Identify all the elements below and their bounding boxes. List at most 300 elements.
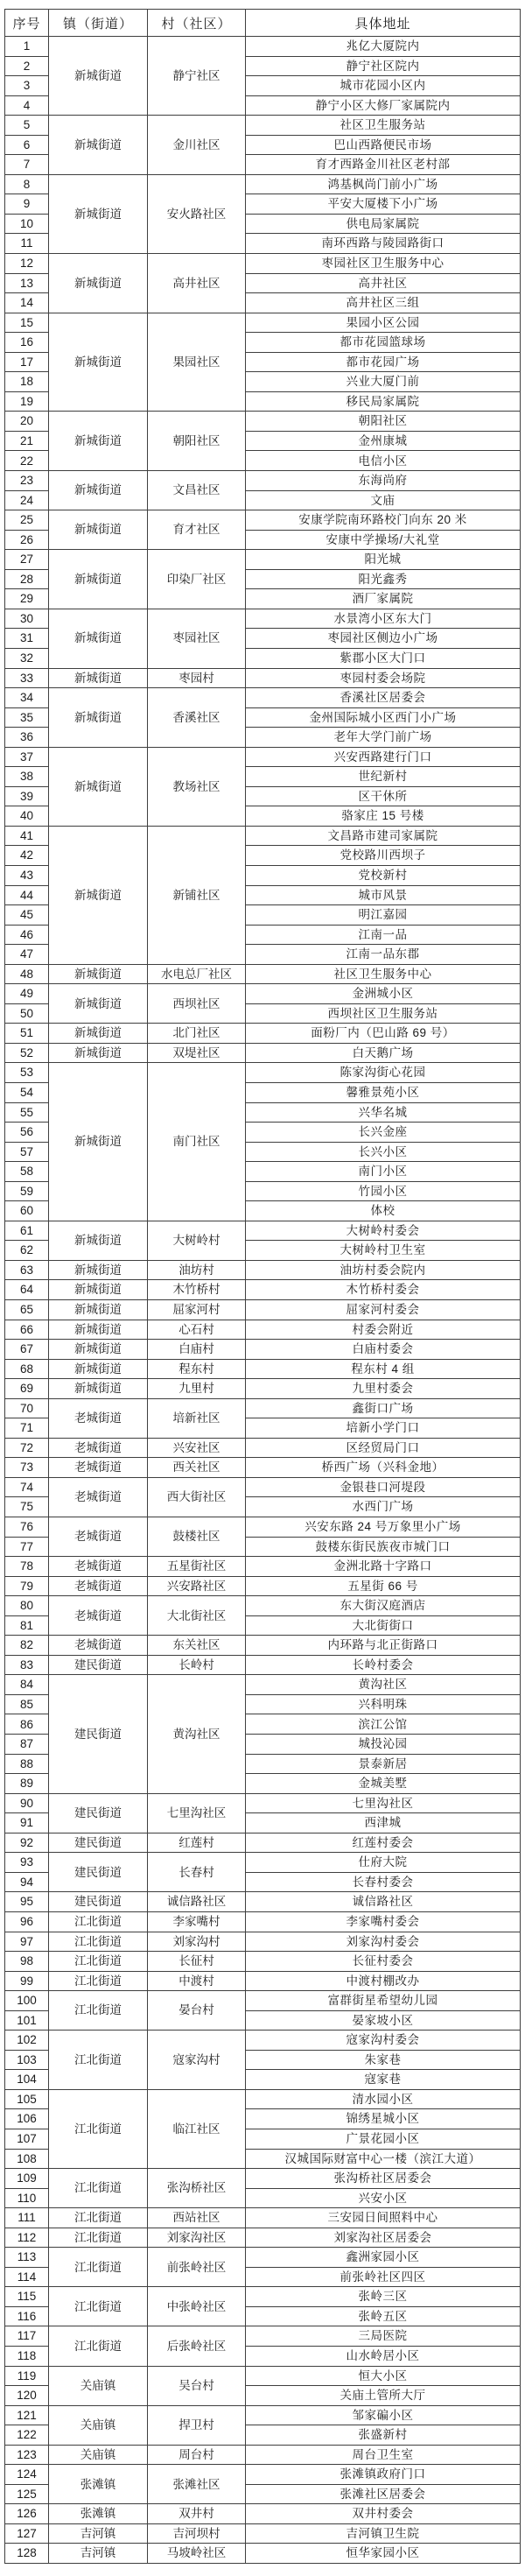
village-cell: 李家嘴村 — [148, 1911, 246, 1932]
village-cell: 新铺社区 — [148, 826, 246, 964]
address-cell: 明江嘉园 — [246, 905, 521, 926]
index-cell: 33 — [5, 668, 49, 688]
index-cell: 42 — [5, 846, 49, 866]
street-cell: 吉河镇 — [49, 2523, 148, 2544]
address-cell: 三局医院 — [246, 2326, 521, 2347]
table-row — [5, 1359, 521, 1379]
index-cell: 101 — [5, 2010, 49, 2031]
street-cell: 老城街道 — [49, 1636, 148, 1656]
address-cell: 东大街汉庭酒店 — [246, 1596, 521, 1616]
address-cell: 富群街星希望幼儿园 — [246, 1991, 521, 2011]
table-row — [5, 1932, 521, 1952]
street-cell: 新城街道 — [49, 826, 148, 964]
index-cell: 5 — [5, 116, 49, 136]
address-cell: 安康学院南环路校门向东 20 米 — [246, 510, 521, 531]
address-cell: 双井村委会 — [246, 2504, 521, 2524]
street-cell: 江北街道 — [49, 2228, 148, 2248]
address-cell: 张滩社区居委会 — [246, 2484, 521, 2504]
address-cell: 都市花园篮球场 — [246, 333, 521, 353]
table-row — [5, 964, 521, 984]
index-cell: 74 — [5, 1477, 49, 1497]
address-cell: 电信小区 — [246, 451, 521, 471]
table-row — [5, 1675, 521, 1695]
address-cell: 金洲城小区 — [246, 984, 521, 1004]
table-row — [5, 1458, 521, 1478]
street-cell: 老城街道 — [49, 1576, 148, 1596]
index-cell: 125 — [5, 2484, 49, 2504]
village-cell: 长春村 — [148, 1853, 246, 1892]
address-cell: 锦绣星城小区 — [246, 2109, 521, 2129]
village-cell: 西关社区 — [148, 1458, 246, 1478]
index-cell: 107 — [5, 2129, 49, 2149]
street-cell: 老城街道 — [49, 1438, 148, 1458]
village-cell: 枣园社区 — [148, 609, 246, 668]
index-cell: 80 — [5, 1596, 49, 1616]
address-cell: 兴安东路 24 号万象里小广场 — [246, 1517, 521, 1538]
index-cell: 77 — [5, 1537, 49, 1557]
address-cell: 酒厂家属院 — [246, 589, 521, 609]
address-cell: 恒华家园小区 — [246, 2544, 521, 2564]
village-cell: 朝阳社区 — [148, 412, 246, 471]
table-row — [5, 668, 521, 688]
address-cell: 文昌路市建司家属院 — [246, 826, 521, 846]
index-cell: 27 — [5, 550, 49, 570]
table-row — [5, 1636, 521, 1656]
address-cell: 景泰新居 — [246, 1754, 521, 1774]
street-cell: 吉河镇 — [49, 2544, 148, 2564]
village-cell: 五星街社区 — [148, 1557, 246, 1577]
address-cell: 培新小学门口 — [246, 1418, 521, 1439]
street-cell: 江北街道 — [49, 1911, 148, 1932]
street-cell: 江北街道 — [49, 2089, 148, 2168]
address-cell: 香溪社区居委会 — [246, 688, 521, 708]
address-cell: 阳光城 — [246, 550, 521, 570]
address-cell: 寇家巷 — [246, 2070, 521, 2090]
village-cell: 诚信路社区 — [148, 1892, 246, 1912]
table-row — [5, 412, 521, 432]
address-cell: 周台卫生室 — [246, 2445, 521, 2465]
address-cell: 安康中学操场/大礼堂 — [246, 530, 521, 550]
col-header-village: 村（社区） — [148, 10, 246, 37]
index-cell: 111 — [5, 2208, 49, 2228]
address-cell: 滨江公馆 — [246, 1714, 521, 1735]
village-cell: 高井社区 — [148, 254, 246, 313]
index-cell: 92 — [5, 1833, 49, 1853]
index-cell: 34 — [5, 688, 49, 708]
address-cell: 关庙土管所大厅 — [246, 2386, 521, 2406]
table-row — [5, 984, 521, 1004]
table-row — [5, 2405, 521, 2425]
address-cell: 城市风景 — [246, 885, 521, 905]
index-cell: 60 — [5, 1201, 49, 1221]
index-cell: 22 — [5, 451, 49, 471]
table-row — [5, 2504, 521, 2524]
index-cell: 69 — [5, 1379, 49, 1399]
village-cell: 果园社区 — [148, 313, 246, 412]
address-cell: 紫郡小区大门口 — [246, 648, 521, 668]
address-cell: 水景湾小区东大门 — [246, 609, 521, 629]
village-cell: 南门社区 — [148, 1063, 246, 1221]
street-cell: 关庙镇 — [49, 2366, 148, 2405]
address-cell: 枣园社区卫生服务中心 — [246, 254, 521, 274]
street-cell: 江北街道 — [49, 2031, 148, 2090]
address-cell: 金州国际城小区西门小广场 — [246, 707, 521, 728]
table-row — [5, 254, 521, 274]
street-cell: 新城街道 — [49, 254, 148, 313]
index-cell: 36 — [5, 728, 49, 748]
index-cell: 121 — [5, 2405, 49, 2425]
street-cell: 江北街道 — [49, 2287, 148, 2326]
index-cell: 28 — [5, 569, 49, 589]
index-cell: 68 — [5, 1359, 49, 1379]
address-cell: 晏家坡小区 — [246, 2010, 521, 2031]
address-cell: 金州康城 — [246, 431, 521, 451]
address-cell: 鼓楼东街民族夜市城门口 — [246, 1537, 521, 1557]
index-cell: 104 — [5, 2070, 49, 2090]
index-cell: 38 — [5, 767, 49, 787]
address-cell: 鸿基枫尚门前小广场 — [246, 174, 521, 194]
village-cell: 水电总厂社区 — [148, 964, 246, 984]
index-cell: 31 — [5, 629, 49, 649]
index-cell: 13 — [5, 273, 49, 293]
address-cell: 黄沟社区 — [246, 1675, 521, 1695]
street-cell: 江北街道 — [49, 2169, 148, 2208]
village-cell: 培新社区 — [148, 1398, 246, 1438]
index-cell: 88 — [5, 1754, 49, 1774]
address-cell: 高井社区三组 — [246, 293, 521, 313]
table-row — [5, 1063, 521, 1083]
street-cell: 新城街道 — [49, 1221, 148, 1260]
table-row — [5, 2031, 521, 2051]
address-cell: 果园小区公园 — [246, 313, 521, 333]
address-cell: 静宁小区大修厂家属院内 — [246, 95, 521, 116]
address-cell: 木竹桥村委会 — [246, 1280, 521, 1300]
address-cell: 南环西路与陵园路街口 — [246, 234, 521, 254]
street-cell: 江北街道 — [49, 1971, 148, 1991]
street-cell: 新城街道 — [49, 1260, 148, 1280]
index-cell: 90 — [5, 1793, 49, 1813]
village-cell: 大北街社区 — [148, 1596, 246, 1636]
address-cell: 大树岭村委会 — [246, 1221, 521, 1241]
village-cell: 白庙村 — [148, 1340, 246, 1360]
address-cell: 城市花园小区内 — [246, 76, 521, 96]
index-cell: 53 — [5, 1063, 49, 1083]
village-cell: 东关社区 — [148, 1636, 246, 1656]
index-cell: 24 — [5, 490, 49, 510]
address-cell: 张沟桥社区居委会 — [246, 2169, 521, 2189]
index-cell: 49 — [5, 984, 49, 1004]
street-cell: 新城街道 — [49, 471, 148, 510]
village-cell: 屈家河村 — [148, 1300, 246, 1320]
address-cell: 桥西广场（兴科金地） — [246, 1458, 521, 1478]
table-row — [5, 2523, 521, 2544]
village-cell: 九里村 — [148, 1379, 246, 1399]
table-row — [5, 1971, 521, 1991]
village-cell: 长征村 — [148, 1952, 246, 1972]
index-cell: 122 — [5, 2425, 49, 2446]
address-cell: 村委会附近 — [246, 1320, 521, 1340]
table-row — [5, 2465, 521, 2485]
index-cell: 45 — [5, 905, 49, 926]
street-cell: 建民街道 — [49, 1793, 148, 1833]
index-cell: 25 — [5, 510, 49, 531]
address-cell: 江南一品 — [246, 925, 521, 945]
village-cell: 北门社区 — [148, 1024, 246, 1044]
index-cell: 17 — [5, 352, 49, 372]
address-cell: 金洲北路十字路口 — [246, 1557, 521, 1577]
index-cell: 117 — [5, 2326, 49, 2347]
address-cell: 南门小区 — [246, 1162, 521, 1182]
table-row — [5, 1280, 521, 1300]
address-cell: 长春村委会 — [246, 1872, 521, 1892]
address-cell: 社区卫生服务站 — [246, 116, 521, 136]
street-cell: 江北街道 — [49, 1952, 148, 1972]
address-cell: 骆家庄 15 号楼 — [246, 806, 521, 827]
address-cell: 金银巷口河堤段 — [246, 1477, 521, 1497]
street-cell: 新城街道 — [49, 412, 148, 471]
table-row — [5, 510, 521, 531]
table-row — [5, 1477, 521, 1497]
address-cell: 党校路川西坝子 — [246, 846, 521, 866]
address-cell: 静宁社区院内 — [246, 56, 521, 76]
street-cell: 老城街道 — [49, 1398, 148, 1438]
index-cell: 119 — [5, 2366, 49, 2386]
index-cell: 41 — [5, 826, 49, 846]
address-cell: 区经贸局门口 — [246, 1438, 521, 1458]
col-header-index: 序号 — [5, 10, 49, 37]
index-cell: 44 — [5, 885, 49, 905]
index-cell: 123 — [5, 2445, 49, 2465]
village-cell: 长岭村 — [148, 1655, 246, 1675]
index-cell: 50 — [5, 1003, 49, 1024]
street-cell: 江北街道 — [49, 2326, 148, 2366]
village-cell: 七里沟社区 — [148, 1793, 246, 1833]
street-cell: 新城街道 — [49, 37, 148, 116]
village-cell: 木竹桥村 — [148, 1280, 246, 1300]
address-cell: 阳光鑫秀 — [246, 569, 521, 589]
table-row — [5, 688, 521, 708]
village-cell: 双堤社区 — [148, 1043, 246, 1063]
table-row — [5, 1911, 521, 1932]
address-cell: 世纪新村 — [246, 767, 521, 787]
village-cell: 香溪社区 — [148, 688, 246, 748]
index-cell: 15 — [5, 313, 49, 333]
street-cell: 新城街道 — [49, 550, 148, 609]
address-cell: 张盛新村 — [246, 2425, 521, 2446]
index-cell: 85 — [5, 1694, 49, 1714]
index-cell: 75 — [5, 1497, 49, 1517]
village-cell: 印染厂社区 — [148, 550, 246, 609]
table-header — [5, 10, 521, 37]
village-cell: 红莲村 — [148, 1833, 246, 1853]
index-cell: 96 — [5, 1911, 49, 1932]
village-cell: 张沟桥社区 — [148, 2169, 246, 2208]
address-cell: 油坊村委会院内 — [246, 1260, 521, 1280]
index-cell: 59 — [5, 1181, 49, 1201]
table-row — [5, 471, 521, 491]
index-cell: 79 — [5, 1576, 49, 1596]
index-cell: 100 — [5, 1991, 49, 2011]
index-cell: 109 — [5, 2169, 49, 2189]
index-cell: 71 — [5, 1418, 49, 1439]
index-cell: 102 — [5, 2031, 49, 2051]
index-cell: 19 — [5, 391, 49, 412]
village-cell: 油坊村 — [148, 1260, 246, 1280]
address-cell: 仕府大院 — [246, 1853, 521, 1873]
table-row — [5, 1340, 521, 1360]
address-cell: 陈家沟街心花园 — [246, 1063, 521, 1083]
address-cell: 前张岭社区四区 — [246, 2267, 521, 2287]
table-row — [5, 1024, 521, 1044]
village-cell: 刘家沟村 — [148, 1932, 246, 1952]
index-cell: 23 — [5, 471, 49, 491]
index-cell: 9 — [5, 194, 49, 215]
village-cell: 马坡岭社区 — [148, 2544, 246, 2564]
street-cell: 新城街道 — [49, 1320, 148, 1340]
address-cell: 寇家沟村委会 — [246, 2031, 521, 2051]
index-cell: 10 — [5, 214, 49, 234]
table-row — [5, 1379, 521, 1399]
address-cell: 枣园村委会场院 — [246, 668, 521, 688]
index-cell: 2 — [5, 56, 49, 76]
table-row — [5, 826, 521, 846]
street-cell: 张滩镇 — [49, 2465, 148, 2504]
index-cell: 105 — [5, 2089, 49, 2109]
table-row — [5, 2544, 521, 2564]
index-cell: 95 — [5, 1892, 49, 1912]
index-cell: 66 — [5, 1320, 49, 1340]
address-cell: 鑫街口广场 — [246, 1398, 521, 1418]
index-cell: 115 — [5, 2287, 49, 2307]
address-cell: 吉河镇卫生院 — [246, 2523, 521, 2544]
index-cell: 116 — [5, 2306, 49, 2326]
street-cell: 新城街道 — [49, 1340, 148, 1360]
street-cell: 新城街道 — [49, 313, 148, 412]
table-row — [5, 1952, 521, 1972]
address-cell: 程东村 4 组 — [246, 1359, 521, 1379]
address-cell: 刘家沟社区居委会 — [246, 2228, 521, 2248]
index-cell: 48 — [5, 964, 49, 984]
street-cell: 新城街道 — [49, 1063, 148, 1221]
street-cell: 新城街道 — [49, 609, 148, 668]
address-cell: 大树岭村卫生室 — [246, 1241, 521, 1261]
index-cell: 43 — [5, 865, 49, 885]
table-row — [5, 174, 521, 194]
street-cell: 关庙镇 — [49, 2445, 148, 2465]
street-cell: 关庙镇 — [49, 2405, 148, 2445]
col-header-address: 具体地址 — [246, 10, 521, 37]
index-cell: 87 — [5, 1735, 49, 1755]
address-cell: 都市花园广场 — [246, 352, 521, 372]
table-row — [5, 1260, 521, 1280]
table-row — [5, 2208, 521, 2228]
address-cell: 体校 — [246, 1201, 521, 1221]
address-cell: 水西门广场 — [246, 1497, 521, 1517]
index-cell: 62 — [5, 1241, 49, 1261]
address-cell: 七里沟社区 — [246, 1793, 521, 1813]
index-cell: 64 — [5, 1280, 49, 1300]
address-cell: 张岭三区 — [246, 2287, 521, 2307]
index-cell: 14 — [5, 293, 49, 313]
index-cell: 93 — [5, 1853, 49, 1873]
address-cell: 育才西路金川社区老村部 — [246, 155, 521, 175]
table-row — [5, 747, 521, 767]
index-cell: 40 — [5, 806, 49, 827]
address-cell: 东海尚府 — [246, 471, 521, 491]
street-cell: 江北街道 — [49, 1932, 148, 1952]
index-cell: 67 — [5, 1340, 49, 1360]
address-cell: 兴安小区 — [246, 2188, 521, 2208]
address-cell: 张滩镇政府门口 — [246, 2465, 521, 2485]
address-cell: 长兴小区 — [246, 1142, 521, 1162]
street-cell: 老城街道 — [49, 1458, 148, 1478]
polling-address-table — [4, 9, 521, 2564]
street-cell: 江北街道 — [49, 2248, 148, 2287]
address-cell: 鑫洲家园小区 — [246, 2248, 521, 2268]
index-cell: 39 — [5, 786, 49, 806]
address-cell: 兴科明珠 — [246, 1694, 521, 1714]
address-cell: 汉城国际财富中心一楼（滨江大道） — [246, 2149, 521, 2169]
table-row — [5, 116, 521, 136]
index-cell: 94 — [5, 1872, 49, 1892]
index-cell: 86 — [5, 1714, 49, 1735]
table-row — [5, 1853, 521, 1873]
address-cell: 诚信路社区 — [246, 1892, 521, 1912]
address-cell: 白庙村委会 — [246, 1340, 521, 1360]
index-cell: 78 — [5, 1557, 49, 1577]
address-cell: 金城美墅 — [246, 1774, 521, 1794]
village-cell: 吴台村 — [148, 2366, 246, 2405]
table-row — [5, 1793, 521, 1813]
index-cell: 7 — [5, 155, 49, 175]
village-cell: 兴安社区 — [148, 1438, 246, 1458]
street-cell: 新城街道 — [49, 1359, 148, 1379]
street-cell: 建民街道 — [49, 1655, 148, 1675]
table-row — [5, 1557, 521, 1577]
index-cell: 32 — [5, 648, 49, 668]
address-cell: 三安园日间照料中心 — [246, 2208, 521, 2228]
village-cell: 鼓楼社区 — [148, 1517, 246, 1557]
table-row — [5, 1320, 521, 1340]
index-cell: 114 — [5, 2267, 49, 2287]
index-cell: 29 — [5, 589, 49, 609]
street-cell: 新城街道 — [49, 747, 148, 826]
address-cell: 兴业大厦门前 — [246, 372, 521, 392]
village-cell: 西站社区 — [148, 2208, 246, 2228]
street-cell: 新城街道 — [49, 116, 148, 175]
index-cell: 8 — [5, 174, 49, 194]
village-cell: 张滩社区 — [148, 2465, 246, 2504]
street-cell: 建民街道 — [49, 1892, 148, 1912]
address-cell: 九里村委会 — [246, 1379, 521, 1399]
index-cell: 35 — [5, 707, 49, 728]
index-cell: 26 — [5, 530, 49, 550]
index-cell: 99 — [5, 1971, 49, 1991]
table-row — [5, 2248, 521, 2268]
address-cell: 白天鹅广场 — [246, 1043, 521, 1063]
table-row — [5, 1398, 521, 1418]
street-cell: 新城街道 — [49, 668, 148, 688]
street-cell: 老城街道 — [49, 1477, 148, 1517]
table-row — [5, 1300, 521, 1320]
table-row — [5, 1043, 521, 1063]
village-cell: 双井村 — [148, 2504, 246, 2524]
index-cell: 4 — [5, 95, 49, 116]
index-cell: 113 — [5, 2248, 49, 2268]
village-cell: 兴安路社区 — [148, 1576, 246, 1596]
table-row — [5, 1221, 521, 1241]
index-cell: 18 — [5, 372, 49, 392]
